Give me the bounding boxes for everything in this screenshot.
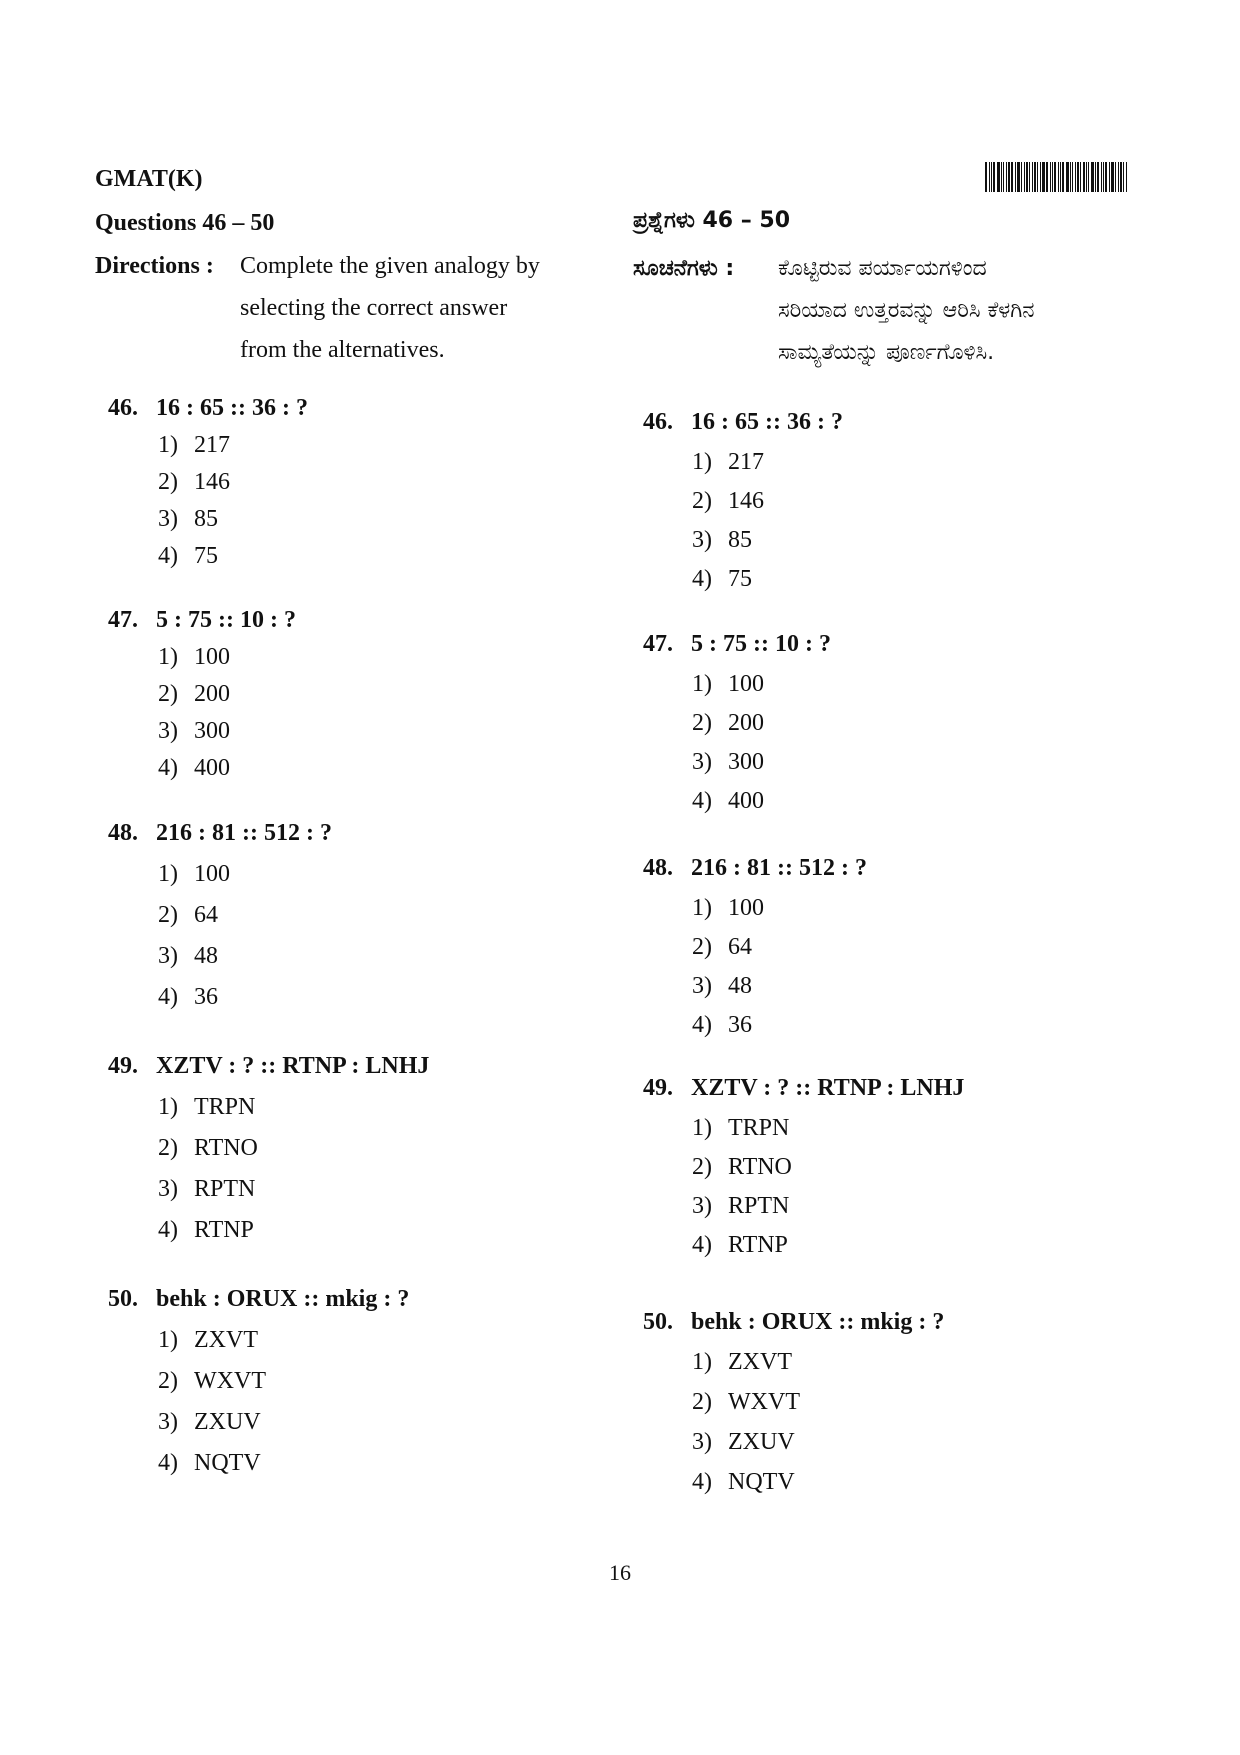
barcode-bar	[1101, 162, 1102, 192]
barcode-bar	[985, 162, 987, 192]
barcode-bar	[1066, 162, 1069, 192]
barcode-bar	[1032, 162, 1033, 192]
option-number: 3)	[692, 973, 712, 999]
answer-option	[158, 1368, 266, 1395]
barcode-bar	[1105, 162, 1107, 192]
option-number: 2)	[158, 1368, 178, 1394]
question-46-kn	[643, 409, 843, 436]
answer-option	[692, 788, 764, 815]
answer-option	[692, 1193, 789, 1220]
answer-option	[692, 527, 752, 554]
barcode-bar	[1115, 162, 1116, 192]
question-49-kn	[643, 1075, 964, 1102]
option-text: ZXUV	[194, 1409, 261, 1435]
option-text: 100	[194, 861, 230, 887]
option-text: ZXUV	[728, 1429, 795, 1455]
question-number: 50.	[643, 1309, 673, 1335]
barcode-bar	[997, 162, 1000, 192]
option-text: 48	[194, 943, 218, 969]
barcode-bar	[1109, 162, 1110, 192]
question-50-en	[108, 1286, 409, 1313]
option-text: 100	[194, 644, 230, 670]
answer-option	[692, 1349, 792, 1376]
answer-option	[692, 973, 752, 1000]
option-text: 300	[194, 718, 230, 744]
barcode-bar	[1072, 162, 1073, 192]
barcode-bar	[1037, 162, 1038, 192]
option-number: 4)	[158, 1450, 178, 1476]
question-text: 16 : 65 :: 36 : ?	[156, 395, 308, 421]
question-text: behk : ORUX :: mkig : ?	[691, 1309, 945, 1335]
option-text: RTNP	[728, 1232, 788, 1258]
barcode-bar	[1006, 162, 1007, 192]
barcode-bar	[1017, 162, 1020, 192]
option-number: 4)	[692, 1012, 712, 1038]
kannada-directions-line: ಸರಿಯಾದ ಉತ್ತರವನ್ನು ಆರಿಸಿ ಕೆಳಗಿನ	[778, 298, 1035, 323]
question-text: 5 : 75 :: 10 : ?	[691, 631, 831, 657]
question-50-kn	[643, 1309, 944, 1336]
option-text: 146	[728, 488, 764, 514]
english-directions	[240, 245, 585, 371]
option-number: 1)	[692, 895, 712, 921]
option-number: 4)	[692, 1232, 712, 1258]
kannada-directions-label: ಸೂಚನೆಗಳು :	[633, 256, 735, 281]
barcode-icon	[985, 162, 1148, 192]
question-number: 50.	[108, 1286, 138, 1312]
kannada-directions-line: ಸಾಮ್ಯತೆಯನ್ನು ಪೂರ್ಣಗೊಳಿಸಿ.	[778, 340, 995, 365]
option-text: 217	[728, 449, 764, 475]
option-text: 85	[194, 506, 218, 532]
option-text: TRPN	[728, 1115, 790, 1141]
question-number: 47.	[643, 631, 673, 657]
barcode-bar	[1046, 162, 1048, 192]
option-number: 3)	[692, 749, 712, 775]
option-text: 48	[728, 973, 752, 999]
option-number: 2)	[158, 681, 178, 707]
option-number: 2)	[158, 469, 178, 495]
option-text: 400	[728, 788, 764, 814]
answer-option	[692, 1389, 800, 1416]
answer-option	[692, 710, 764, 737]
option-number: 4)	[158, 1217, 178, 1243]
barcode-bar	[1120, 162, 1122, 192]
option-text: RPTN	[194, 1176, 256, 1202]
page-number: 16	[609, 1560, 631, 1585]
option-number: 4)	[692, 566, 712, 592]
answer-option	[692, 934, 752, 961]
barcode-bar	[1052, 162, 1053, 192]
answer-option	[692, 749, 764, 776]
answer-option	[158, 1409, 261, 1436]
kannada-section-title: ಪ್ರಶ್ನೆಗಳು 46 – 50	[633, 208, 791, 233]
option-number: 3)	[158, 718, 178, 744]
barcode-bar	[1111, 162, 1114, 192]
question-number: 49.	[643, 1075, 673, 1101]
option-text: 36	[194, 984, 218, 1010]
option-number: 1)	[158, 644, 178, 670]
answer-option	[692, 1429, 795, 1456]
answer-option	[692, 1232, 788, 1259]
option-number: 2)	[692, 1389, 712, 1415]
option-text: 64	[194, 902, 218, 928]
english-directions-line: Complete the given analogy by	[240, 253, 540, 279]
barcode-bar	[1123, 162, 1124, 192]
answer-option	[158, 506, 218, 533]
question-text: behk : ORUX :: mkig : ?	[156, 1286, 410, 1312]
barcode-bar	[1097, 162, 1099, 192]
option-text: RTNO	[194, 1135, 258, 1161]
barcode-bar	[1011, 162, 1013, 192]
english-directions-line: selecting the correct answer	[240, 295, 508, 321]
answer-option	[692, 671, 764, 698]
barcode-bar	[1001, 162, 1002, 192]
option-text: 85	[728, 527, 752, 553]
answer-option	[158, 861, 230, 888]
option-text: ZXVT	[194, 1327, 258, 1353]
question-text: 16 : 65 :: 36 : ?	[691, 409, 843, 435]
question-49-en	[108, 1053, 429, 1080]
question-number: 48.	[108, 820, 138, 846]
barcode-bar	[989, 162, 990, 192]
barcode-bar	[1054, 162, 1056, 192]
question-text: 216 : 81 :: 512 : ?	[691, 855, 867, 881]
question-number: 46.	[108, 395, 138, 421]
barcode-bar	[1024, 162, 1025, 192]
option-text: 75	[728, 566, 752, 592]
option-number: 2)	[692, 934, 712, 960]
question-48-kn	[643, 855, 867, 882]
answer-option	[692, 488, 764, 515]
answer-option	[158, 1217, 254, 1244]
barcode-bar	[1060, 162, 1061, 192]
option-number: 1)	[692, 1349, 712, 1375]
answer-option	[692, 1115, 789, 1142]
option-number: 1)	[158, 1327, 178, 1353]
barcode-bar	[1118, 162, 1119, 192]
option-text: ZXVT	[728, 1349, 792, 1375]
answer-option	[692, 566, 752, 593]
option-text: 100	[728, 895, 764, 921]
barcode-bar	[1003, 162, 1004, 192]
option-text: RPTN	[728, 1193, 790, 1219]
option-text: 217	[194, 432, 230, 458]
option-number: 2)	[692, 488, 712, 514]
answer-option	[158, 1327, 258, 1354]
option-number: 4)	[158, 984, 178, 1010]
barcode-bar	[1034, 162, 1036, 192]
barcode-bar	[1070, 162, 1071, 192]
english-directions-label: Directions :	[95, 253, 214, 279]
question-text: 5 : 75 :: 10 : ?	[156, 607, 296, 633]
answer-option	[158, 718, 230, 745]
barcode-bar	[1080, 162, 1081, 192]
barcode-bar	[1042, 162, 1045, 192]
question-text: 216 : 81 :: 512 : ?	[156, 820, 332, 846]
answer-option	[158, 902, 218, 929]
option-text: NQTV	[194, 1450, 261, 1476]
barcode-bar	[1095, 162, 1096, 192]
kannada-directions	[778, 248, 1035, 374]
option-number: 4)	[692, 1469, 712, 1495]
option-number: 1)	[158, 1094, 178, 1120]
answer-option	[158, 1176, 255, 1203]
option-number: 3)	[158, 1176, 178, 1202]
option-text: 64	[728, 934, 752, 960]
answer-option	[692, 895, 764, 922]
answer-option	[158, 984, 218, 1011]
answer-option	[158, 1450, 261, 1477]
barcode-bar	[1062, 162, 1064, 192]
option-number: 3)	[692, 1429, 712, 1455]
barcode-bar	[1015, 162, 1016, 192]
barcode-bar	[1126, 162, 1127, 192]
option-text: RTNP	[194, 1217, 254, 1243]
option-number: 3)	[158, 506, 178, 532]
answer-option	[158, 943, 218, 970]
barcode-bar	[1021, 162, 1022, 192]
question-text: XZTV : ? :: RTNP : LNHJ	[691, 1075, 965, 1101]
option-number: 3)	[692, 527, 712, 553]
option-text: NQTV	[728, 1469, 795, 1495]
question-46-en	[108, 395, 308, 422]
answer-option	[692, 1012, 752, 1039]
option-number: 1)	[692, 449, 712, 475]
answer-option	[158, 469, 230, 496]
barcode-bar	[1029, 162, 1030, 192]
barcode-bar	[1075, 162, 1076, 192]
answer-option	[692, 1154, 792, 1181]
option-number: 2)	[158, 902, 178, 928]
question-number: 47.	[108, 607, 138, 633]
barcode-bar	[1050, 162, 1051, 192]
question-number: 46.	[643, 409, 673, 435]
option-number: 2)	[692, 710, 712, 736]
option-number: 4)	[158, 543, 178, 569]
question-47-en	[108, 607, 296, 634]
barcode-bar	[1058, 162, 1059, 192]
barcode-bar	[1026, 162, 1028, 192]
kannada-directions-line: ಕೊಟ್ಟಿರುವ ಪರ್ಯಾಯಗಳಿಂದ	[778, 256, 987, 281]
option-text: TRPN	[194, 1094, 256, 1120]
option-text: WXVT	[728, 1389, 800, 1415]
barcode-bar	[1103, 162, 1104, 192]
option-text: 400	[194, 755, 230, 781]
option-number: 1)	[692, 1115, 712, 1141]
barcode-bar	[1091, 162, 1094, 192]
option-text: RTNO	[728, 1154, 792, 1180]
barcode-bar	[1008, 162, 1010, 192]
question-text: XZTV : ? :: RTNP : LNHJ	[156, 1053, 430, 1079]
barcode-bar	[1077, 162, 1079, 192]
question-47-kn	[643, 631, 831, 658]
exam-code: GMAT(K)	[95, 166, 203, 192]
option-text: 36	[728, 1012, 752, 1038]
option-number: 4)	[158, 755, 178, 781]
option-number: 3)	[158, 943, 178, 969]
option-text: 100	[728, 671, 764, 697]
option-text: 75	[194, 543, 218, 569]
option-text: WXVT	[194, 1368, 266, 1394]
barcode-bar	[991, 162, 992, 192]
barcode-bar	[993, 162, 995, 192]
option-number: 1)	[158, 861, 178, 887]
option-number: 2)	[692, 1154, 712, 1180]
answer-option	[158, 1094, 255, 1121]
barcode-bar	[1040, 162, 1041, 192]
option-text: 146	[194, 469, 230, 495]
question-number: 49.	[108, 1053, 138, 1079]
option-text: 200	[194, 681, 230, 707]
english-section-title: Questions 46 – 50	[95, 210, 275, 236]
english-directions-line: from the alternatives.	[240, 337, 445, 363]
option-number: 4)	[692, 788, 712, 814]
answer-option	[158, 755, 230, 782]
option-number: 1)	[692, 671, 712, 697]
option-text: 300	[728, 749, 764, 775]
option-text: 200	[728, 710, 764, 736]
option-number: 3)	[158, 1409, 178, 1435]
barcode-bar	[1086, 162, 1087, 192]
option-number: 2)	[158, 1135, 178, 1161]
barcode-bar	[1083, 162, 1085, 192]
answer-option	[158, 644, 230, 671]
question-number: 48.	[643, 855, 673, 881]
answer-option	[692, 1469, 795, 1496]
answer-option	[158, 543, 218, 570]
answer-option	[692, 449, 764, 476]
option-number: 3)	[692, 1193, 712, 1219]
question-48-en	[108, 820, 332, 847]
barcode-bar	[1088, 162, 1089, 192]
option-number: 1)	[158, 432, 178, 458]
answer-option	[158, 432, 230, 459]
answer-option	[158, 681, 230, 708]
answer-option	[158, 1135, 258, 1162]
